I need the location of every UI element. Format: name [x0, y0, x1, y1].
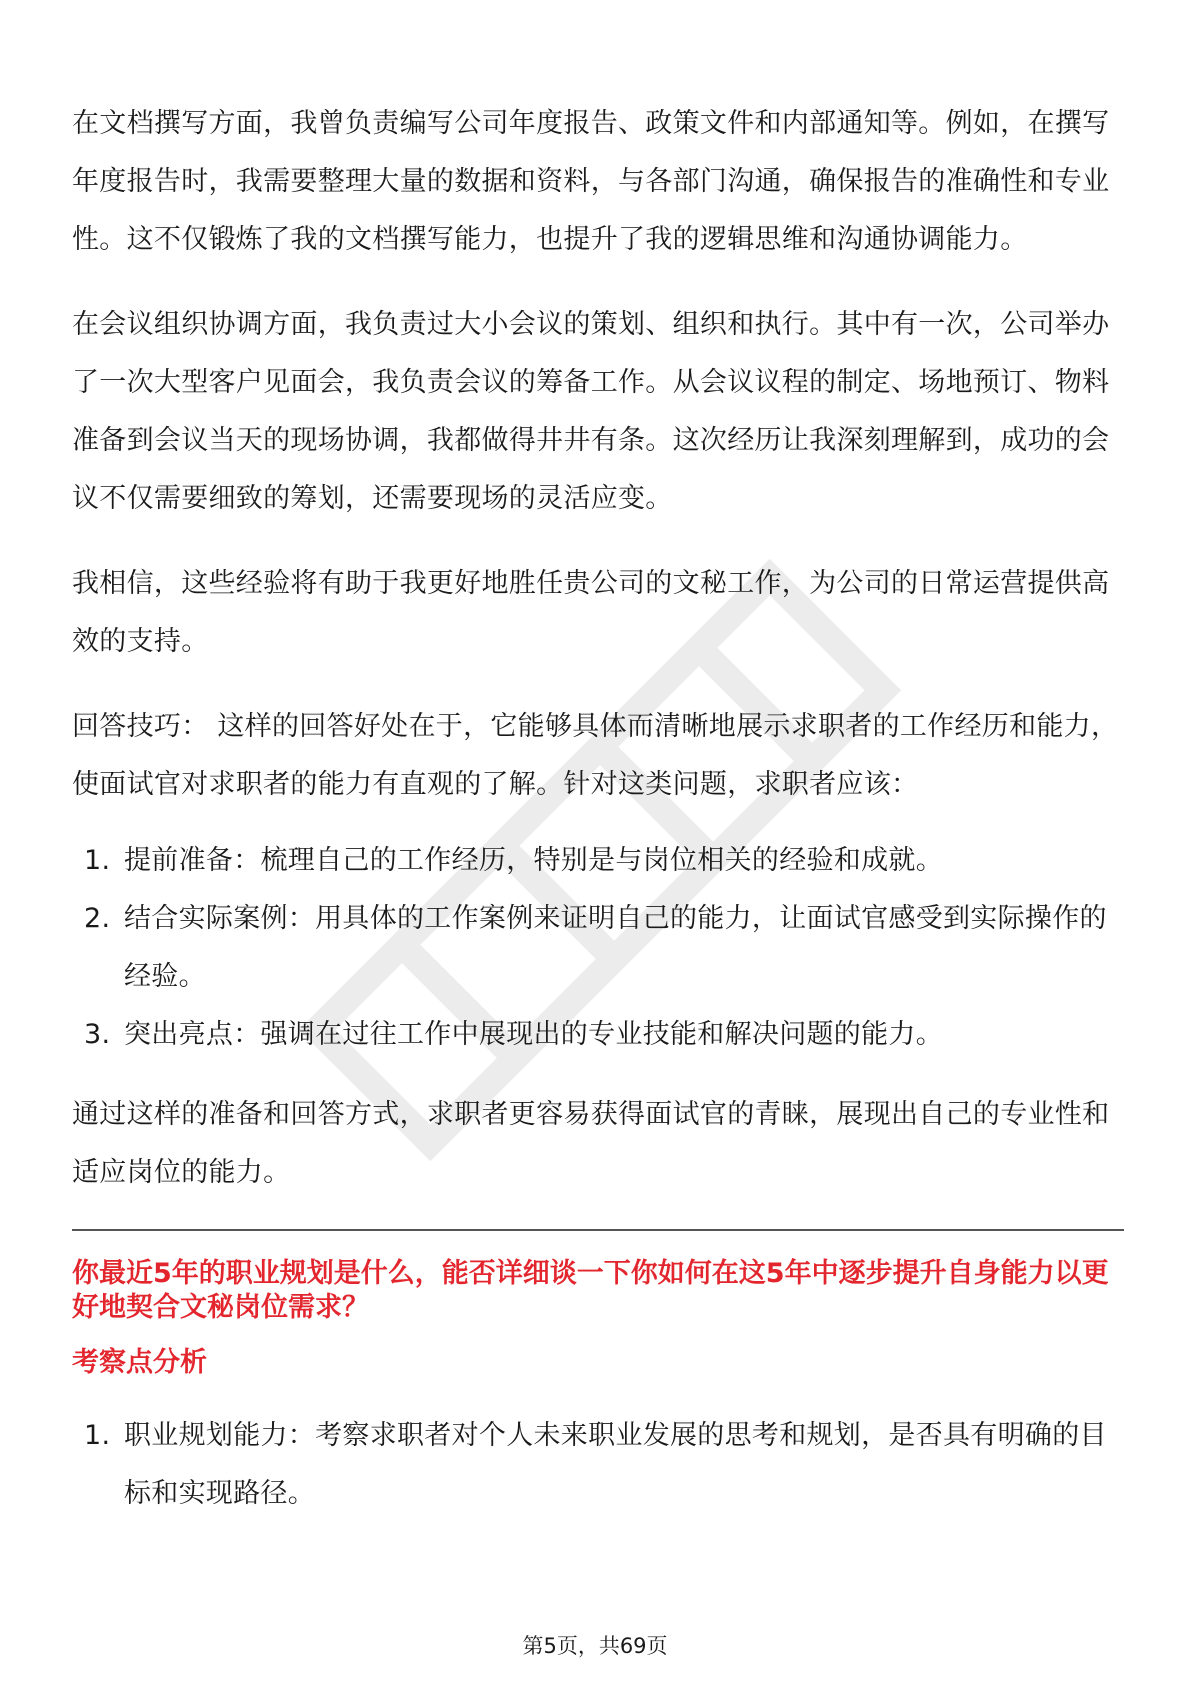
page-footer: 第5页，共69页	[522, 1634, 668, 1658]
paragraph-belief: 我相信，这些经验将有助于我更好地胜任贵公司的文秘工作，为公司的日常运营提供高效的支持。	[72, 568, 1110, 657]
tips-list	[72, 832, 1124, 1064]
section-divider	[72, 1229, 1124, 1231]
list-item: 1. 提前准备：梳理自己的工作经历，特别是与岗位相关的经验和成就。	[84, 845, 943, 876]
document-body	[72, 95, 1124, 1545]
list-item: 1. 职业规划能力：考察求职者对个人未来职业发展的思考和规划，是否具有明确的目标和实现路径。	[84, 1420, 1107, 1509]
list-item: 3. 突出亮点：强调在过往工作中展现出的专业技能和解决问题的能力。	[84, 1019, 943, 1050]
section-title: 考察点分析	[72, 1347, 207, 1378]
list-item: 2. 结合实际案例：用具体的工作案例来证明自己的能力，让面试官感受到实际操作的经验。	[84, 903, 1107, 992]
analysis-list	[72, 1407, 1124, 1523]
question-heading: 你最近5年的职业规划是什么，能否详细谈一下你如何在这5年中逐步提升自身能力以更好地契合文秘岗位需求？	[72, 1258, 1109, 1323]
paragraph-documents: 在文档撰写方面，我曾负责编写公司年度报告、政策文件和内部通知等。例如，在撰写年度报告时，我需要整理大量的数据和资料，与各部门沟通，确保报告的准确性和专业性。这不仅锻炼了我的文档撰写能力，也提升了我的逻辑思维和沟通协调能力。	[72, 108, 1110, 255]
paragraph-meetings: 在会议组织协调方面，我负责过大小会议的策划、组织和执行。其中有一次，公司举办了一次大型客户见面会，我负责会议的筹备工作。从会议议程的制定、场地预订、物料准备到会议当天的现场协调，我都做得井井有条。这次经历让我深刻理解到，成功的会议不仅需要细致的筹划，还需要现场的灵活应变。	[72, 309, 1110, 514]
paragraph-answer-tips: 回答技巧： 这样的回答好处在于，它能够具体而清晰地展示求职者的工作经历和能力，使面试官对求职者的能力有直观的了解。针对这类问题，求职者应该：	[72, 711, 1119, 800]
paragraph-closing: 通过这样的准备和回答方式，求职者更容易获得面试官的青睐，展现出自己的专业性和适应岗位的能力。	[72, 1099, 1110, 1188]
